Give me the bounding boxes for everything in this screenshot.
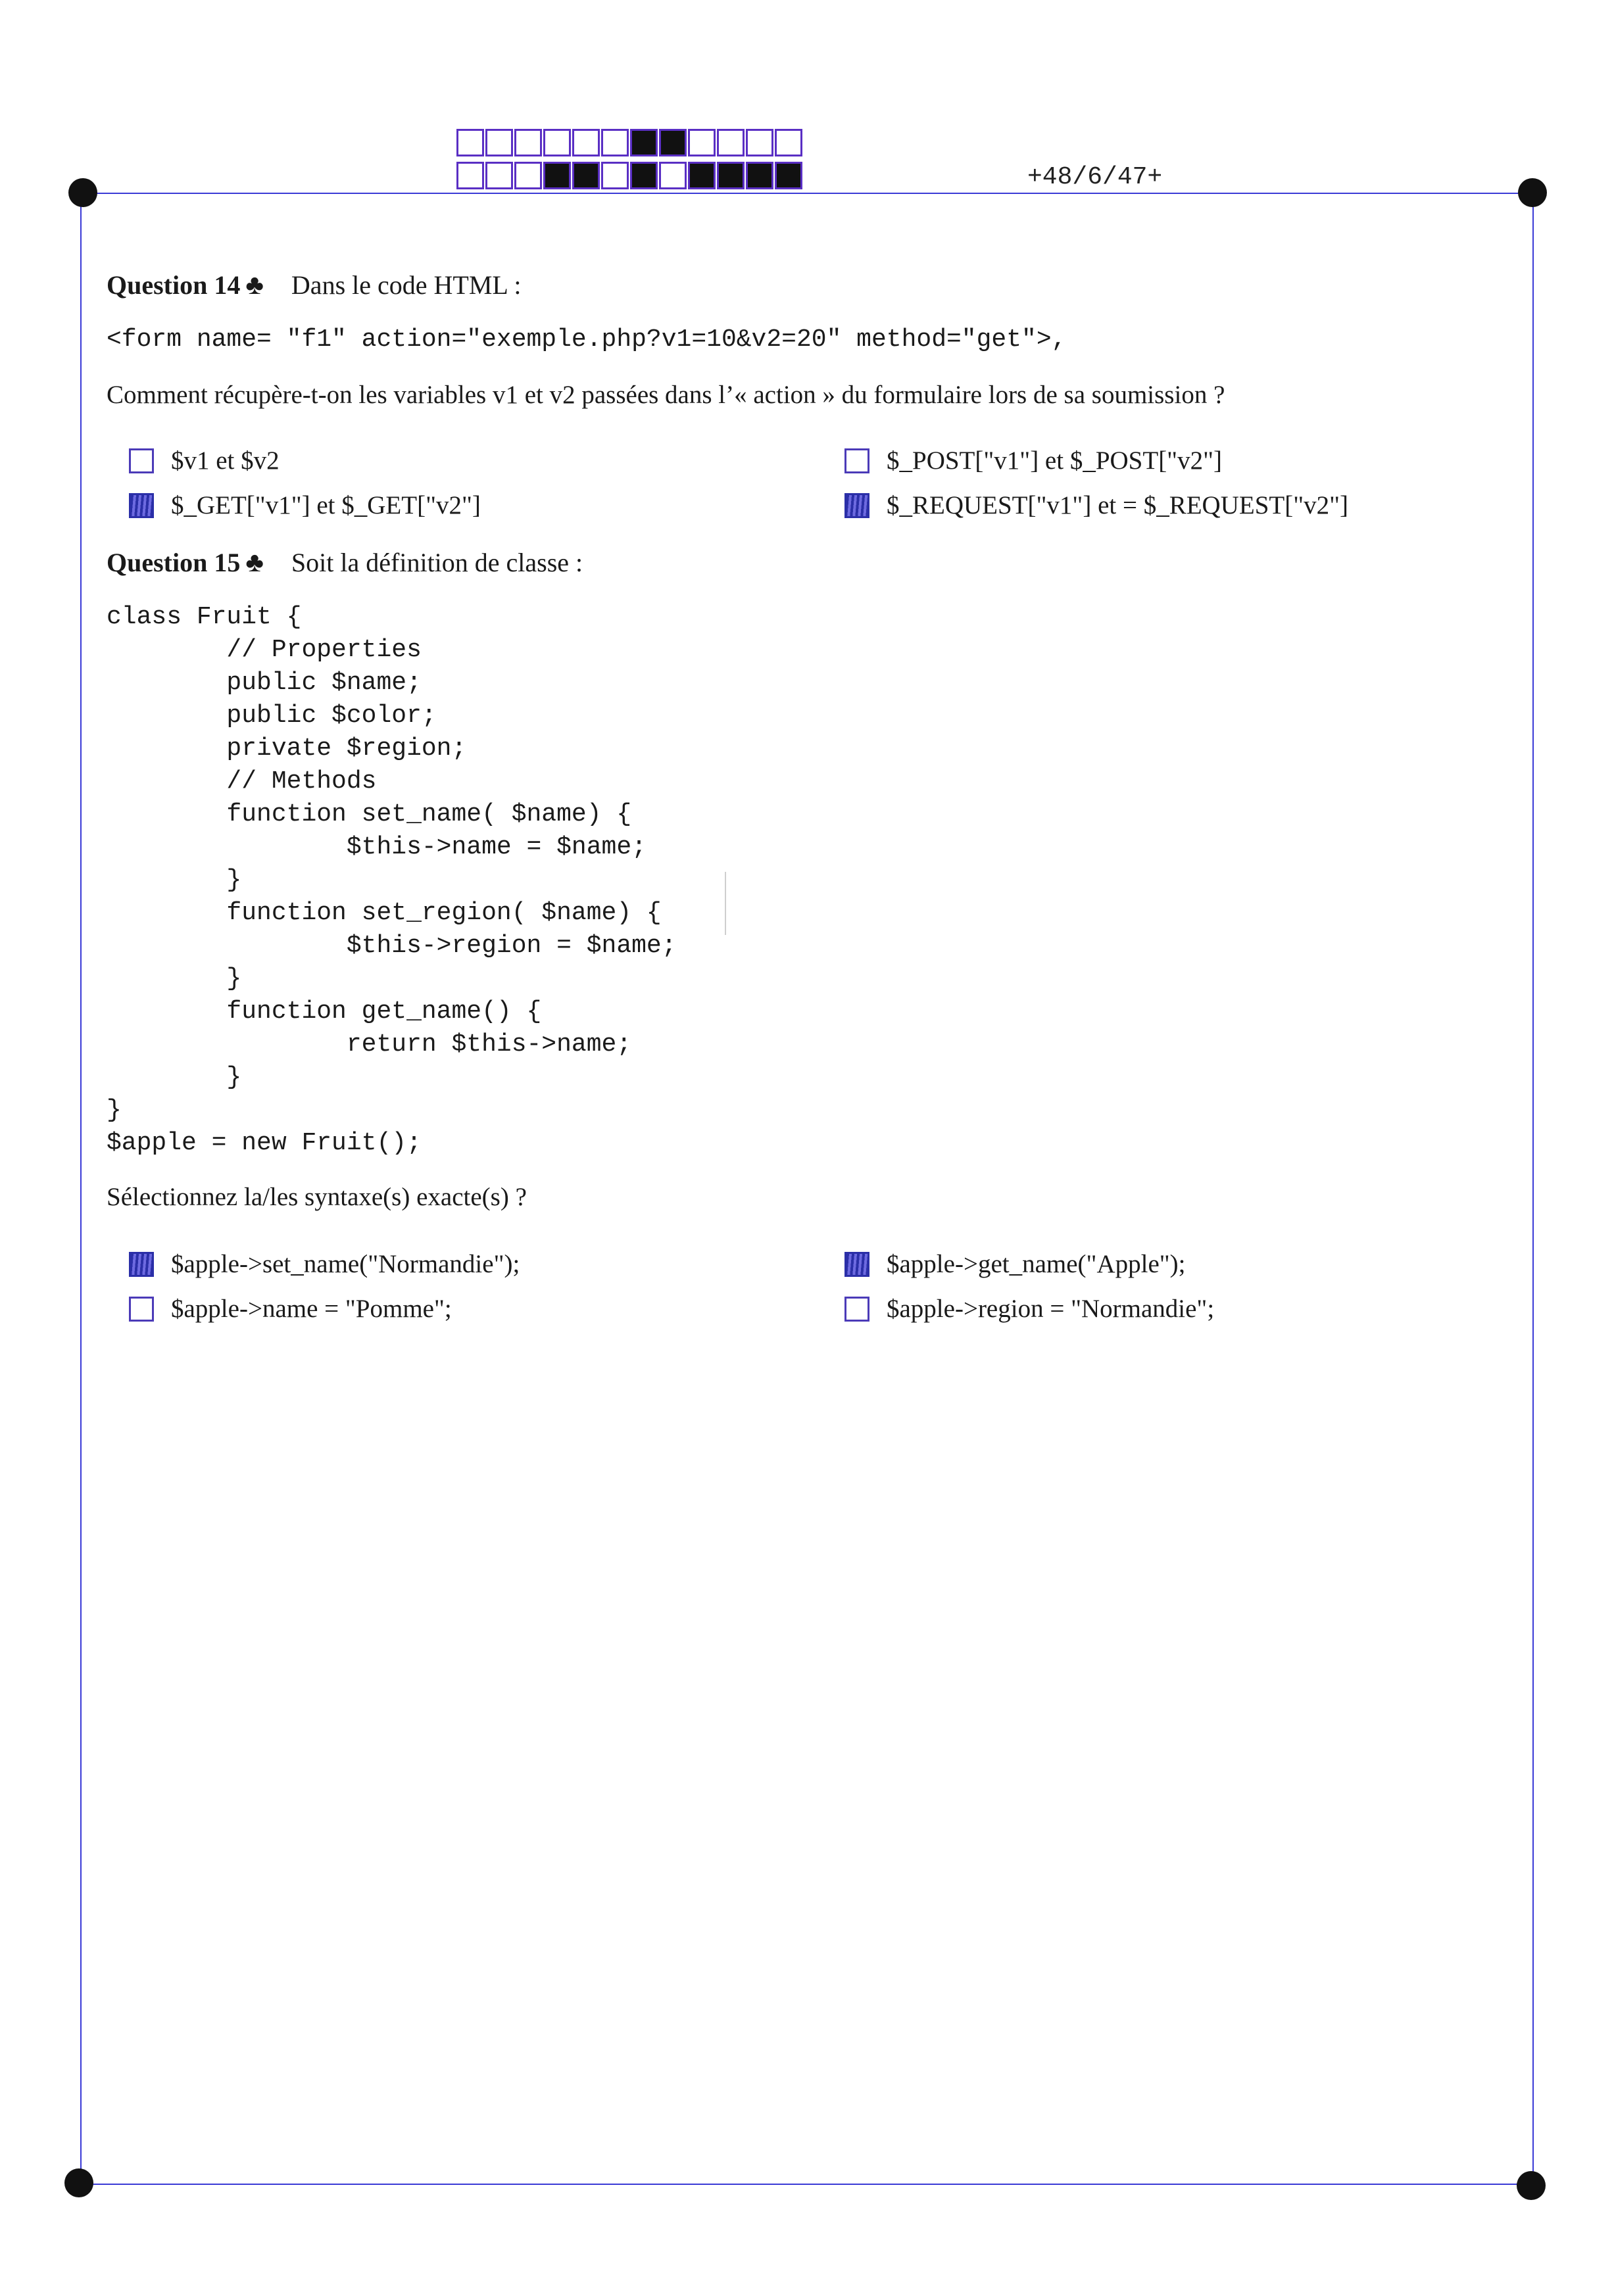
question-15-code: class Fruit { // Properties public $name; public $color; private $region; // Methods function set_name( $name) { $this->name = $name; } function set_region( $name) { $this->region = $name; } function get_name() { return $this->name; } } $apple = new Fruit(); <box>107 603 677 1157</box>
question-14-prompt: Dans le code HTML : <box>291 270 522 300</box>
frame-left-line <box>80 193 82 2184</box>
q14-answer-2[interactable] <box>844 446 1222 475</box>
answer-label: $apple->get_name("Apple"); <box>887 1250 1186 1278</box>
barcode-cell <box>456 162 484 189</box>
question-14-label: Question 14 <box>107 270 241 300</box>
question-15-text: Sélectionnez la/les syntaxe(s) exacte(s) ? <box>107 1183 527 1211</box>
q14-answer-4[interactable] <box>844 490 1348 520</box>
barcode-bottom-row <box>456 162 804 189</box>
corner-mark-top-right <box>1518 178 1547 207</box>
question-14-code: <form name= "f1" action="exemple.php?v1=10&v2=20" method="get">, <box>107 325 1067 354</box>
barcode-cell <box>543 162 571 189</box>
q15-answer-4[interactable] <box>844 1294 1214 1324</box>
barcode-cell <box>456 129 484 156</box>
barcode-cell <box>543 129 571 156</box>
answer-checkbox[interactable] <box>129 448 154 473</box>
answer-label: $apple->region = "Normandie"; <box>887 1295 1215 1323</box>
q15-answer-1[interactable] <box>129 1249 520 1279</box>
answer-checkbox[interactable] <box>844 493 869 518</box>
barcode-cell <box>746 162 773 189</box>
answer-label: $apple->name = "Pomme"; <box>171 1295 452 1323</box>
barcode-cell <box>630 129 658 156</box>
barcode-cell <box>514 162 542 189</box>
frame-right-line <box>1532 193 1534 2184</box>
barcode-cell <box>688 162 716 189</box>
question-14-text: Comment récupère-t-on les variables v1 et v2 passées dans l’« action » du formulaire lors de sa soumission ? <box>107 381 1225 409</box>
barcode-top-row <box>456 129 804 156</box>
question-15-prompt: Soit la définition de classe : <box>291 548 583 577</box>
barcode-cell <box>630 162 658 189</box>
answer-checkbox[interactable] <box>129 1297 154 1322</box>
q15-answer-2[interactable] <box>844 1249 1186 1279</box>
question-15-header <box>107 547 583 579</box>
answer-label: $_REQUEST["v1"] et = $_REQUEST["v2"] <box>887 491 1349 519</box>
q14-answer-1[interactable] <box>129 446 280 475</box>
barcode-cell <box>485 129 513 156</box>
barcode-cell <box>514 129 542 156</box>
barcode-cell <box>601 162 629 189</box>
barcode-cell <box>572 162 600 189</box>
barcode-cell <box>746 129 773 156</box>
answer-checkbox[interactable] <box>129 493 154 518</box>
question-14-header <box>107 270 521 301</box>
barcode-cell <box>659 129 687 156</box>
answer-checkbox[interactable] <box>129 1252 154 1277</box>
frame-top-line <box>84 193 1534 194</box>
barcode-cell <box>775 129 802 156</box>
barcode-cell <box>659 162 687 189</box>
barcode-cell <box>572 129 600 156</box>
corner-mark-bottom-right <box>1517 2171 1546 2200</box>
scan-mark <box>725 872 726 935</box>
frame-bottom-line <box>79 2184 1532 2185</box>
corner-mark-bottom-left <box>64 2168 93 2197</box>
question-15-label: Question 15 <box>107 548 241 577</box>
answer-label: $_POST["v1"] et $_POST["v2"] <box>887 446 1223 475</box>
answer-checkbox[interactable] <box>844 1252 869 1277</box>
answer-checkbox[interactable] <box>844 1297 869 1322</box>
answer-label: $v1 et $v2 <box>171 446 280 475</box>
barcode-cell <box>717 129 745 156</box>
q14-answer-3[interactable] <box>129 490 481 520</box>
barcode-cell <box>775 162 802 189</box>
answer-label: $_GET["v1"] et $_GET["v2"] <box>171 491 481 519</box>
q15-answer-3[interactable] <box>129 1294 452 1324</box>
barcode-cell <box>485 162 513 189</box>
barcode-cell <box>601 129 629 156</box>
answer-checkbox[interactable] <box>844 448 869 473</box>
answer-label: $apple->set_name("Normandie"); <box>171 1250 520 1278</box>
club-icon: ♣ <box>245 548 264 578</box>
barcode-cell <box>688 129 716 156</box>
corner-mark-top-left <box>68 178 97 207</box>
page-id: +48/6/47+ <box>1027 163 1163 191</box>
club-icon: ♣ <box>245 270 264 300</box>
barcode-cell <box>717 162 745 189</box>
